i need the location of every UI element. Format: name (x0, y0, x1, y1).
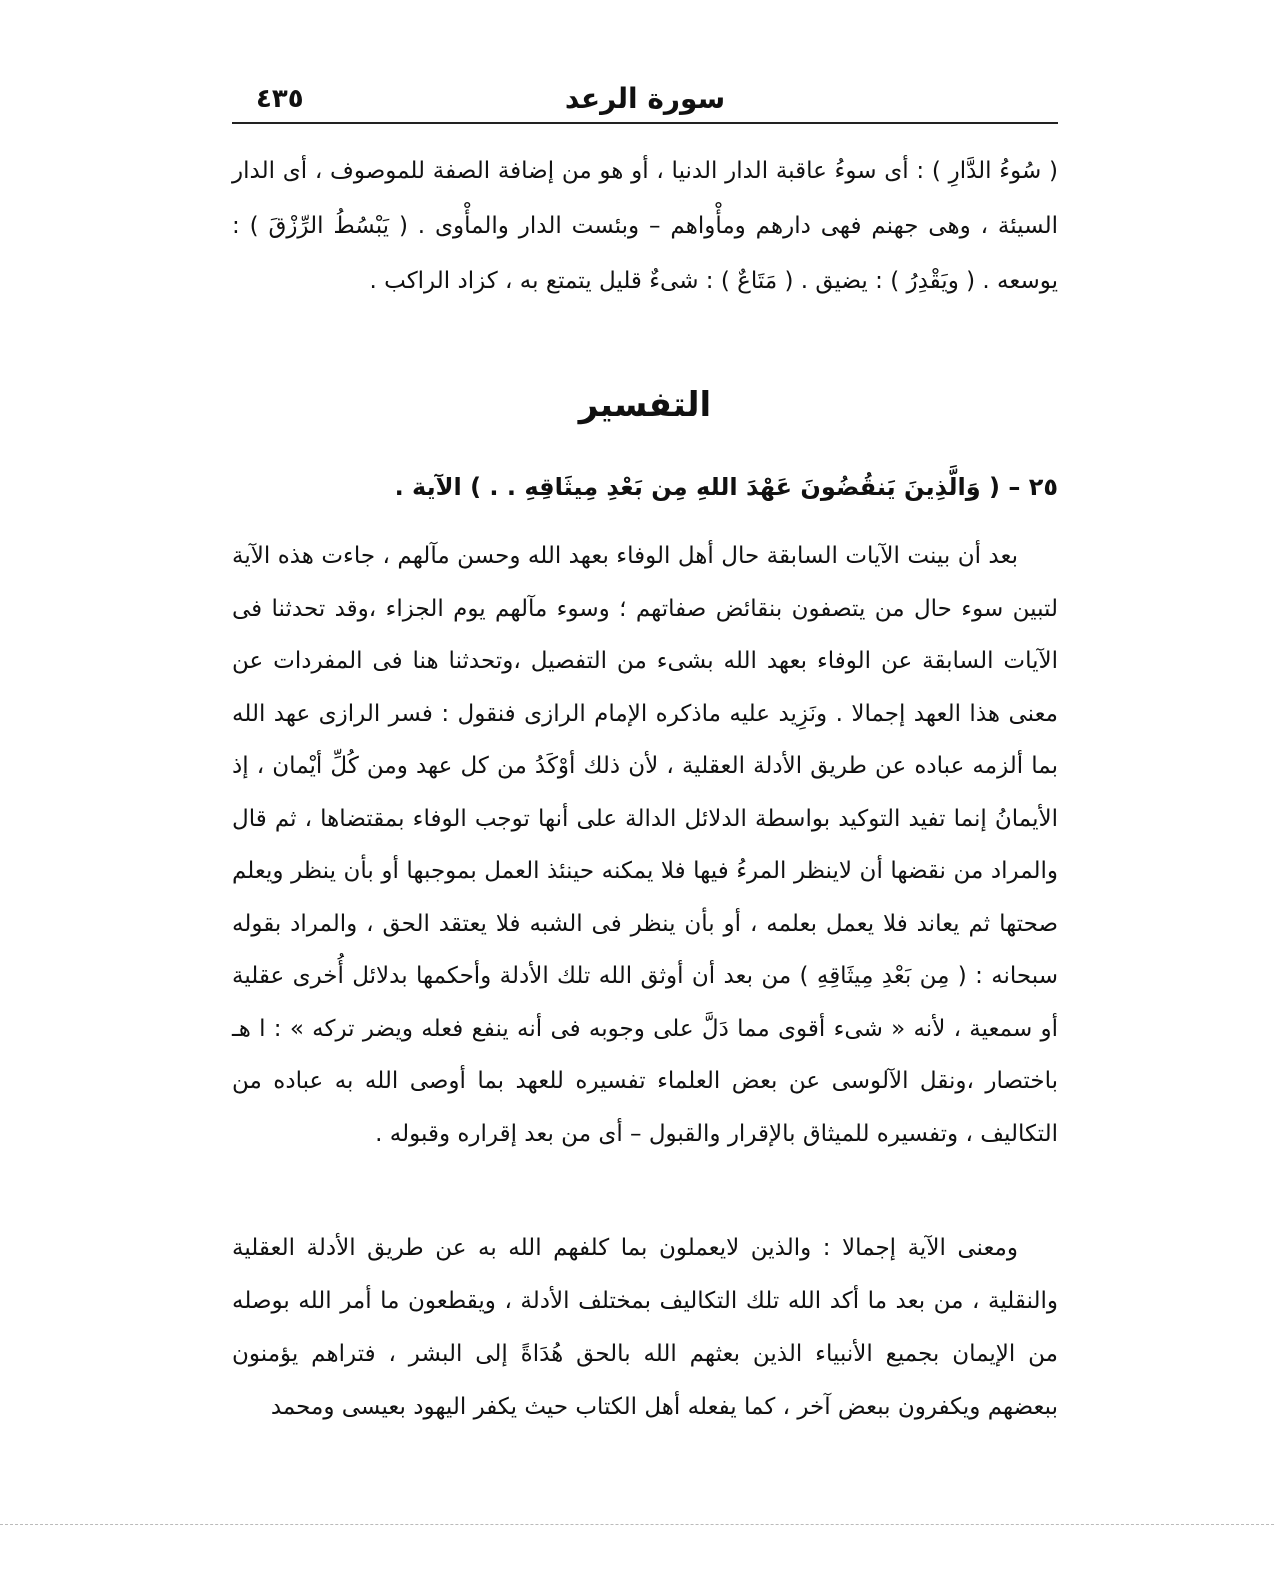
commentary-block (232, 530, 1058, 1160)
verse-heading: ٢٥ – ( وَالَّذِينَ يَنقُضُونَ عَهْدَ اللهِ مِن بَعْدِ مِيثَاقِهِ . . ) الآية . (394, 473, 1058, 501)
vocabulary-block (232, 144, 1058, 309)
surah-title: سورة الرعد (564, 82, 726, 115)
section-title: التفسير (578, 385, 712, 425)
running-header (232, 72, 1058, 122)
commentary-paragraph: بعد أن بينت الآيات السابقة حال أهل الوفاء بعهد الله وحسن مآلهم ، جاءت هذه الآية لتبين سوء حال من يتصفون بنقائض صفاتهم ؛ وسوء مآلهم يوم الجزاء ،وقد تحدثنا فى الآيات السابقة عن الوفاء بعهد الله بشىء من التفصيل ،وتحدثنا هنا فى المفردات عن معنى هذا العهد إجمالا . ونَزِيد عليه ماذكره الإمام الرازى فنقول : فسر الرازى عهد الله بما ألزمه عباده عن طريق الأدلة العقلية ، لأن ذلك أوْكَدُ من كل عهد ومن كُلِّ أيْمان ، إذ الأيمانُ إنما تفيد التوكيد بواسطة الدلائل الدالة على أنها توجب الوفاء بمقتضاها ، ثم قال والمراد من نقضها أن لاينظر المرءُ فيها فلا يمكنه حينئذ العمل بموجبها أو بأن ينظر ويعلم صحتها ثم يعاند فلا يعمل بعلمه ، أو بأن ينظر فى الشبه فلا يعتقد الحق ، والمراد بقوله سبحانه : ( مِن بَعْدِ مِيثَاقِهِ ) من بعد أن أوثق الله تلك الأدلة وأحكمها بدلائل أُخرى عقلية أو سمعية ، لأنه « شىء أقوى مما دَلَّ على وجوبه فى أنه ينفع فعله ويضر تركه » : ا هـ باختصار ،ونقل الآلوسى عن بعض العلماء تفسيره للعهد بما أوصى الله به عباده من التكاليف ، وتفسيره للميثاق بالإقرار والقبول – أى من بعد إقراره وقبوله . (232, 543, 1058, 1147)
header-divider (232, 122, 1058, 124)
page-bottom-edge (0, 1524, 1274, 1525)
page-number: ٤٣٥ (256, 84, 304, 114)
summary-paragraph: ومعنى الآية إجمالا : والذين لايعملون بما كلفهم الله به عن طريق الأدلة العقلية والنقلية ، من بعد ما أكد الله تلك التكاليف بمختلف الأدلة ، ويقطعون ما أمر الله بوصله من الإيمان بجميع الأنبياء الذين بعثهم الله بالحق هُدَاةً إلى البشر ، فتراهم يؤمنون ببعضهم ويكفرون ببعض آخر ، كما يفعله أهل الكتاب حيث يكفر اليهود بعيسى ومحمد (232, 1235, 1058, 1420)
vocabulary-text: ( سُوءُ الدَّارِ ) : أى سوءُ عاقبة الدار الدنيا ، أو هو من إضافة الصفة للموصوف ، أى الدار السيئة ، وهى جهنم فهى دارهم ومأْواهم – وبئست الدار والمأْوى . ( يَبْسُطُ الرِّزْقَ ) : يوسعه . ( ويَقْدِرُ ) : يضيق . ( مَتَاعٌ ) : شىءٌ قليل يتمتع به ، كزاد الراكب . (232, 158, 1058, 294)
summary-block (232, 1222, 1058, 1434)
